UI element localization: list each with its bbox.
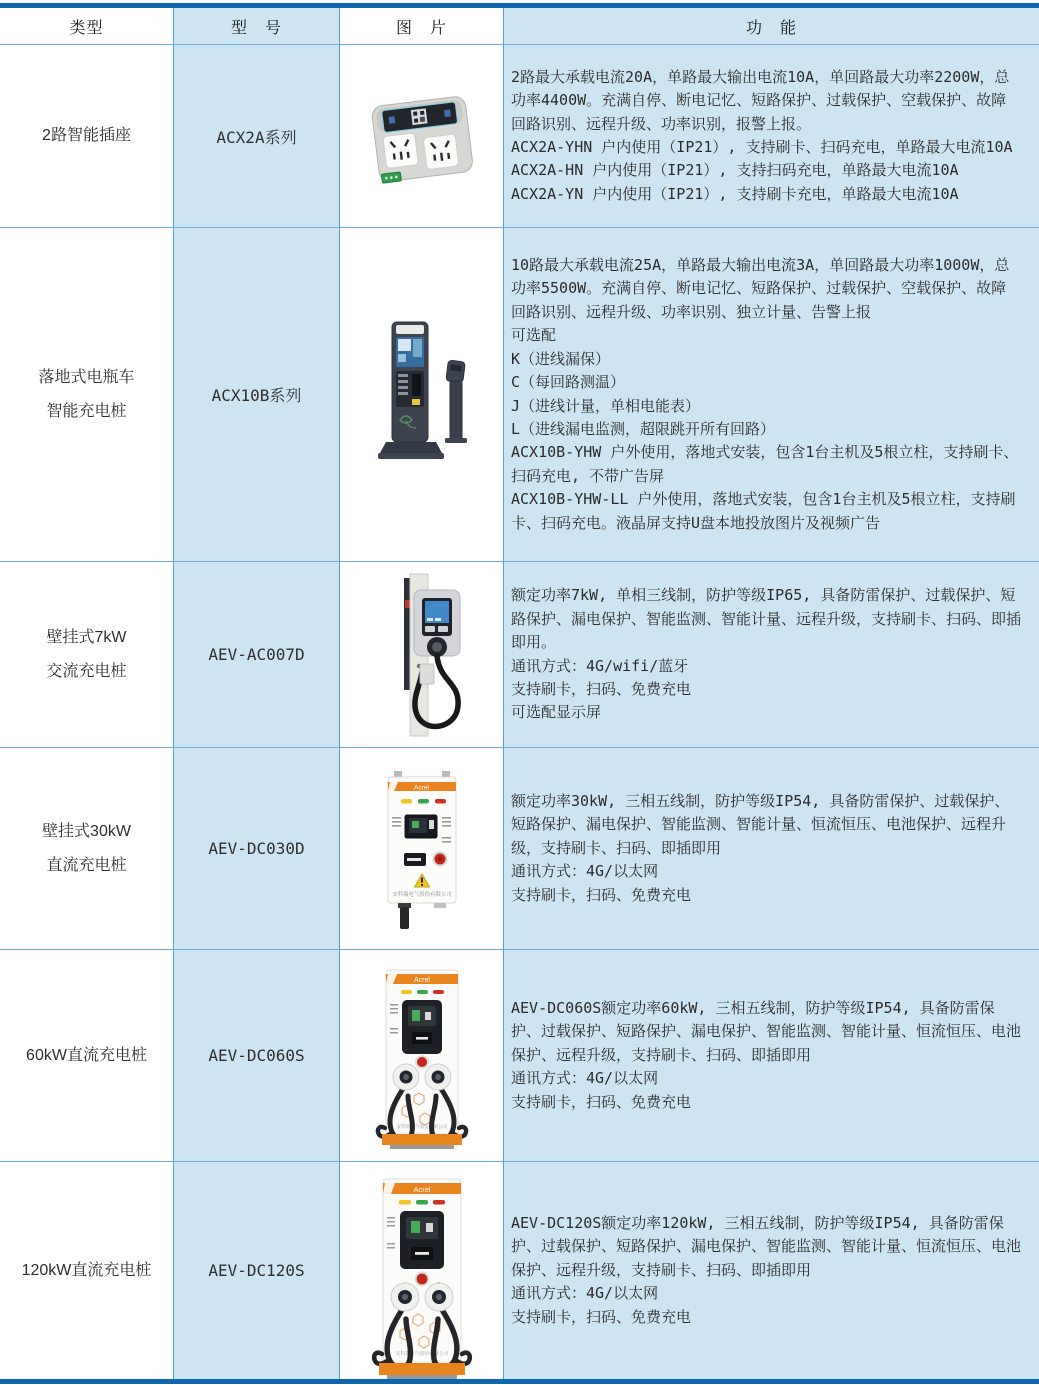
feature-text: 10路最大承载电流25A，单路最大输出电流3A，单回路最大功率1000W，总功率5500W。充满自停、断电记忆、短路保护、过载保护、空载保护、故障回路识别、远程升级、功率识别、独立计量、告警上报 bbox=[511, 256, 1010, 321]
function-cell bbox=[504, 562, 1039, 747]
header-function: 功 能 bbox=[504, 8, 1039, 44]
feature-text: 支持刷卡，扫码、免费充电 bbox=[511, 885, 692, 904]
table-row bbox=[0, 44, 1039, 227]
model-cell bbox=[174, 45, 340, 227]
table-row bbox=[0, 1161, 1039, 1379]
table-row bbox=[0, 227, 1039, 561]
brand-logo-text: Acrel bbox=[413, 784, 429, 791]
model-cell bbox=[174, 1162, 340, 1379]
header-type: 类型 bbox=[0, 8, 174, 44]
feature-text: 可选配显示屏 bbox=[511, 703, 602, 722]
table-row bbox=[0, 561, 1039, 747]
feature-text: 通讯方式：4G/wifi/蓝牙 bbox=[511, 656, 689, 675]
model-cell bbox=[174, 748, 340, 949]
dc-120kw-charger-product-image bbox=[368, 1173, 476, 1379]
function-cell bbox=[504, 228, 1039, 561]
feature-text: 可选配 bbox=[511, 326, 557, 345]
feature-text: 通讯方式：4G/以太网 bbox=[511, 862, 659, 881]
picture-cell bbox=[340, 228, 504, 561]
header-model: 型 号 bbox=[174, 8, 340, 44]
type-label: 直流充电桩 bbox=[46, 856, 127, 874]
feature-text: ACX10B-YHW-LL 户外使用，落地式安装，包含1台主机及5根立柱，支持刷卡、扫码充电。液晶屏支持U盘本地投放图片及视频广告 bbox=[511, 490, 1016, 532]
picture-cell bbox=[340, 1162, 504, 1379]
type-cell bbox=[0, 562, 174, 747]
company-name-text: 安科瑞电气股份有限公司 bbox=[391, 891, 452, 898]
type-cell bbox=[0, 950, 174, 1161]
feature-text: L（进线漏电监测，超限跳开所有回路） bbox=[511, 419, 776, 438]
feature-text: 支持刷卡，扫码、免费充电 bbox=[511, 1307, 692, 1326]
picture-cell bbox=[340, 748, 504, 949]
feature-text: 支持刷卡，扫码、免费充电 bbox=[511, 679, 692, 698]
smart-socket-product-image bbox=[360, 77, 484, 195]
model-label: ACX2A系列 bbox=[216, 127, 297, 147]
company-name-text: 安科瑞电气股份有限公司 bbox=[396, 1123, 447, 1129]
model-cell bbox=[174, 228, 340, 561]
type-label: 120kW直流充电桩 bbox=[21, 1261, 152, 1279]
feature-text: J（进线计量，单相电能表） bbox=[511, 396, 701, 415]
type-cell bbox=[0, 228, 174, 561]
feature-text: 额定功率30kW, 三相五线制，防护等级IP54, 具备防雷保护、过载保护、短路保护、漏电保护、智能监测、智能计量、恒流恒压、电池保护、远程升级，支持刷卡、扫码、即插即用 bbox=[511, 791, 1010, 857]
type-label: 壁挂式30kW bbox=[42, 822, 131, 840]
feature-text: ACX2A-YHN 户内使用（IP21）, 支持刷卡、扫码充电，单路最大电流10A bbox=[511, 138, 1013, 156]
floor-charging-pile-product-image bbox=[366, 316, 478, 474]
wall-dc-charger-product-image bbox=[376, 763, 468, 935]
function-cell bbox=[504, 950, 1039, 1161]
brand-logo-text: Acrel bbox=[412, 1185, 431, 1194]
feature-text: 支持刷卡，扫码、免费充电 bbox=[511, 1092, 692, 1111]
picture-cell bbox=[340, 562, 504, 747]
type-label: 落地式电瓶车 bbox=[38, 368, 135, 386]
brand-logo-text: Acrel bbox=[413, 976, 430, 984]
wall-ac-charger-product-image bbox=[376, 570, 468, 740]
table-row bbox=[0, 949, 1039, 1161]
feature-text: AEV-DC060S额定功率60kW, 三相五线制，防护等级IP54, 具备防雷保护、过载保护、短路保护、漏电保护、智能监测、智能计量、恒流恒压、电池保护、远程升级，支持刷卡、扫码、即插即用 bbox=[511, 998, 1022, 1064]
feature-text: ACX2A-HN 户内使用（IP21）, 支持扫码充电，单路最大电流10A bbox=[511, 161, 959, 180]
type-cell bbox=[0, 1162, 174, 1379]
feature-text: 通讯方式：4G/以太网 bbox=[511, 1284, 659, 1303]
feature-text: 2路最大承载电流20A，单路最大输出电流10A，单回路最大功率2200W，总功率4400W。充满自停、断电记忆、短路保护、过载保护、空载保护、故障回路识别、远程升级、功率识别，报警上报。 bbox=[511, 67, 1010, 133]
model-label: AEV-DC120S bbox=[208, 1261, 305, 1280]
table-header-row bbox=[0, 8, 1039, 44]
function-cell bbox=[504, 1162, 1039, 1379]
picture-cell bbox=[340, 950, 504, 1161]
model-cell bbox=[174, 950, 340, 1161]
feature-text: K（进线漏保） bbox=[511, 349, 611, 368]
type-label: 智能充电桩 bbox=[46, 402, 127, 420]
type-label: 交流充电桩 bbox=[46, 662, 127, 680]
feature-text: ACX10B-YHW 户外使用，落地式安装，包含1台主机及5根立柱，支持刷卡、扫码充电, 不带广告屏 bbox=[511, 443, 1019, 485]
model-label: AEV-AC007D bbox=[208, 645, 305, 664]
feature-text: AEV-DC120S额定功率120kW, 三相五线制，防护等级IP54, 具备防雷保护、过载保护、短路保护、漏电保护、智能监测、智能计量、恒流恒压、电池保护、远程升级，支持刷卡、扫码、即插即用 bbox=[511, 1213, 1022, 1279]
model-label: AEV-DC060S bbox=[208, 1046, 305, 1065]
table-row bbox=[0, 747, 1039, 949]
model-cell bbox=[174, 562, 340, 747]
picture-cell bbox=[340, 45, 504, 227]
feature-text: 通讯方式：4G/以太网 bbox=[511, 1069, 659, 1088]
type-label: 60kW直流充电桩 bbox=[26, 1046, 147, 1064]
type-label: 壁挂式7kW bbox=[46, 628, 127, 646]
type-cell bbox=[0, 45, 174, 227]
feature-text: 额定功率7kW, 单相三线制，防护等级IP65, 具备防雷保护、过载保护、短路保护、漏电保护、智能监测、智能计量、远程升级，支持刷卡、扫码、即插即用。 bbox=[511, 586, 1022, 652]
model-label: ACX10B系列 bbox=[211, 386, 302, 405]
product-table bbox=[0, 3, 1039, 1384]
header-picture: 图 片 bbox=[340, 8, 504, 44]
company-name-text: 安科瑞电气股份有限公司 bbox=[395, 1352, 448, 1357]
model-label: AEV-DC030D bbox=[208, 839, 305, 858]
feature-text: ACX2A-YN 户内使用（IP21）, 支持刷卡充电，单路最大电流10A bbox=[511, 184, 959, 203]
function-cell bbox=[504, 748, 1039, 949]
type-label: 2路智能插座 bbox=[42, 127, 131, 144]
function-cell bbox=[504, 45, 1039, 227]
type-cell bbox=[0, 748, 174, 949]
feature-text: C（每回路测温） bbox=[511, 373, 626, 392]
dc-60kw-charger-product-image bbox=[372, 962, 472, 1150]
